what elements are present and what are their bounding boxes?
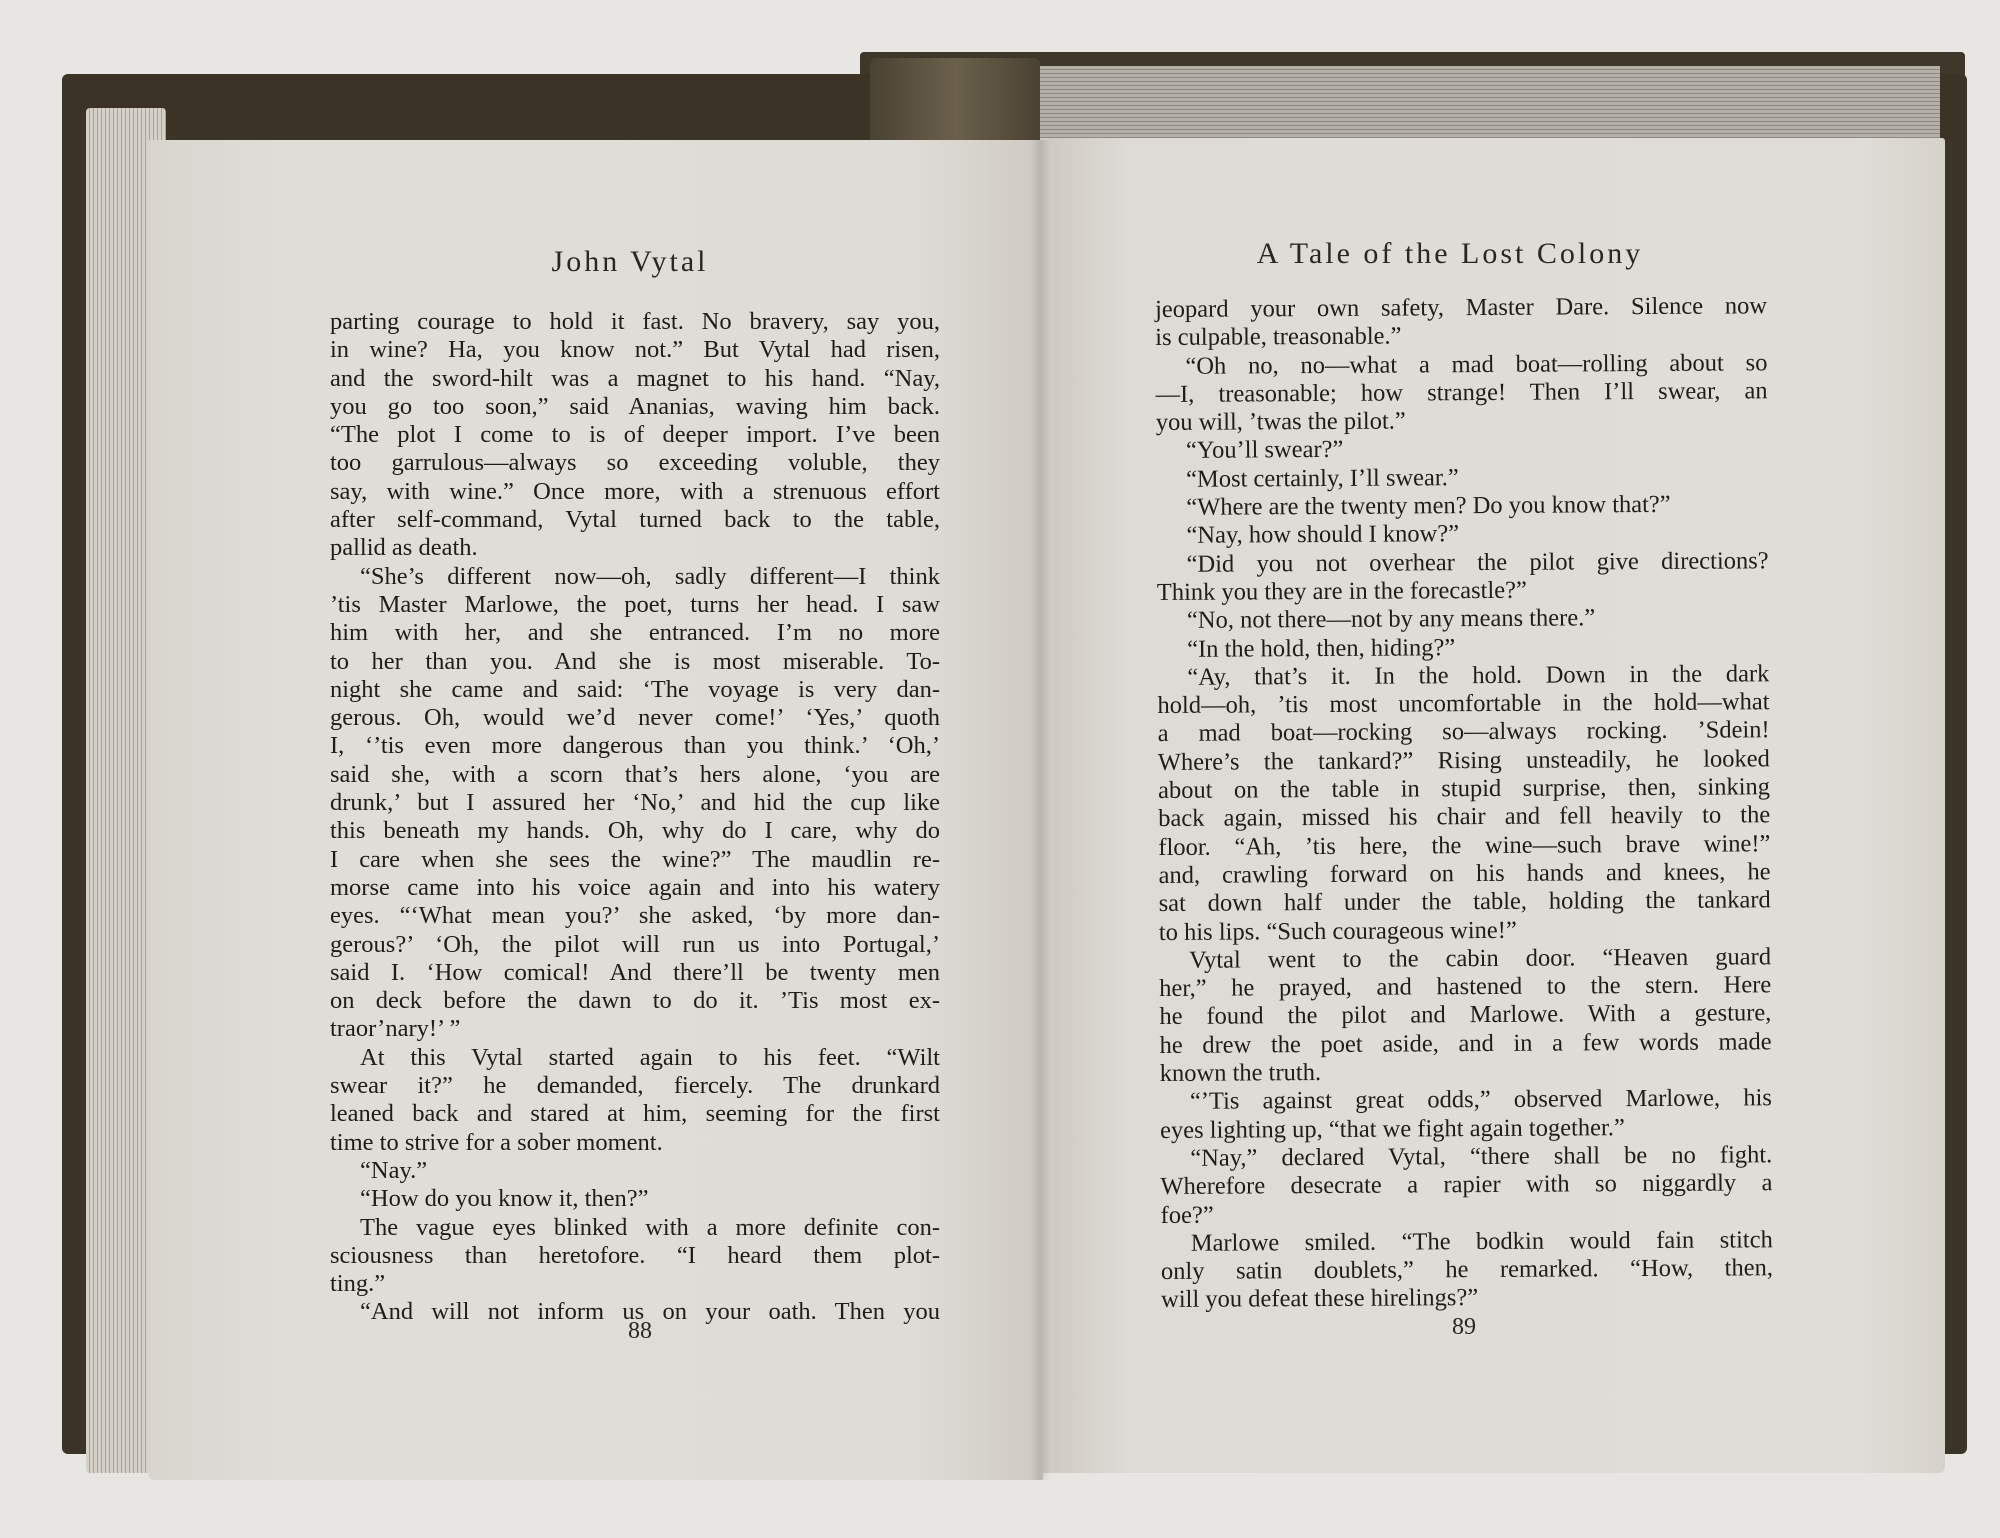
paragraph (330, 1044, 940, 1157)
text-line: Wherefore desecrate a rapier with so niggardly a (1160, 1169, 1773, 1201)
text-line: about on the table in stupid surprise, then, sinking (1157, 773, 1771, 805)
right-running-head: A Tale of the Lost Colony (1256, 237, 1644, 270)
text-line: he found the pilot and Marlowe. With a gesture, (1159, 999, 1772, 1031)
text-line: Think you they are in the forecastle?” (1156, 576, 1527, 606)
paragraph (1160, 1085, 1772, 1145)
text-line: The vague eyes blinked with a more definite con- (360, 1213, 940, 1241)
text-line: drunk,’ but I assured her ‘No,’ and hid the cup like (330, 789, 940, 817)
text-line: a mad boat—rocking so—always rocking. ’Sdein! (1157, 716, 1770, 748)
text-line: “Where are the twenty men? Do you know that?” (1186, 490, 1671, 521)
text-line: and, crawling forward on his hands and knees, he (1158, 858, 1771, 889)
text-line: will you defeat these hirelings?” (1161, 1284, 1479, 1314)
text-line: you go too soon,” said Ananias, waving him back. (330, 392, 940, 420)
text-line: him with her, and she entranced. I’m no more (330, 619, 940, 647)
text-line: eyes. “‘What mean you?’ she asked, ‘by more dan- (330, 902, 940, 930)
text-line: on deck before the dawn to do it. ’Tis most ex- (330, 987, 940, 1015)
gutter (1030, 140, 1050, 1480)
text-line: pallid as death. (330, 534, 478, 562)
text-line: night she came and said: ‘The voyage is very dan- (330, 675, 940, 703)
text-line: sciousness than heretofore. “I heard them plot- (330, 1241, 940, 1269)
left-page-number: 88 (628, 1318, 652, 1344)
paragraph (1155, 349, 1768, 438)
paragraph (330, 563, 940, 1044)
text-line: At this Vytal started again to his feet. “Wilt (360, 1043, 940, 1071)
text-line: “Did you not overhear the pilot give directions? (1186, 546, 1769, 578)
text-line: to his lips. “Such courageous wine!” (1158, 916, 1517, 946)
text-line: “Oh no, no—what a mad boat—rolling about so (1185, 348, 1768, 380)
paragraph (330, 308, 940, 563)
paragraph (330, 1185, 940, 1213)
text-line: in wine? Ha, you know not.” But Vytal had risen, (330, 336, 940, 364)
text-line: floor. “Ah, ’tis here, the wine—such brave wine!” (1158, 829, 1771, 861)
text-line: “And will not inform us on your oath. Then you (360, 1298, 940, 1326)
paragraph (1156, 519, 1768, 551)
text-line: —I, treasonable; how strange! Then I’ll swear, an (1155, 377, 1768, 408)
text-line: foe?” (1160, 1201, 1214, 1229)
text-line: only satin doublets,” he remarked. “How, then, (1160, 1254, 1774, 1286)
left-page-body (330, 308, 940, 1327)
text-line: this beneath my hands. Oh, why do I care, why do (330, 817, 940, 845)
text-line: say, with wine.” Once more, with a strenuous effort (330, 477, 940, 505)
text-line: is culpable, treasonable.” (1155, 322, 1402, 352)
paragraph (1157, 604, 1769, 636)
right-page-number: 89 (1452, 1314, 1476, 1340)
book-spine (870, 58, 1040, 148)
text-line: sat down half under the table, holding the tankard (1158, 886, 1771, 918)
text-line: time to strive for a sober moment. (330, 1128, 663, 1156)
text-line: “How do you know it, then?” (360, 1185, 649, 1213)
text-line: I, ‘’tis even more dangerous than you think.’ ‘Oh,’ (330, 732, 940, 760)
text-line: eyes lighting up, “that we fight again together.” (1160, 1113, 1625, 1144)
text-line: “In the hold, then, hiding?” (1187, 633, 1456, 663)
paragraph (1160, 1141, 1773, 1230)
text-line: known the truth. (1159, 1059, 1322, 1088)
paragraph (1156, 490, 1768, 522)
text-line: Where’s the tankard?” Rising unsteadily, he looked (1157, 745, 1770, 776)
text-line: “No, not there—not by any means there.” (1186, 604, 1596, 635)
text-line: “Ay, that’s it. In the hold. Down in the dark (1187, 660, 1770, 691)
paragraph (1157, 660, 1771, 947)
text-line: parting courage to hold it fast. No bravery, say you, (330, 308, 940, 335)
text-line: he drew the poet aside, and in a few words made (1159, 1027, 1772, 1059)
text-line: “You’ll swear?” (1185, 436, 1344, 465)
text-line: gerous?’ ‘Oh, the pilot will run us into Portugal,’ (330, 930, 940, 958)
paragraph (1157, 632, 1769, 664)
right-page-body (1155, 292, 1773, 1314)
paragraph (330, 1214, 940, 1299)
text-line: you will, ’twas the pilot.” (1155, 407, 1406, 437)
text-line: “Nay,” declared Vytal, “there shall be no fight. (1190, 1141, 1773, 1172)
text-line: jeopard your own safety, Master Dare. Silence now (1155, 292, 1768, 323)
paragraph (1156, 434, 1768, 466)
text-line: back again, missed his chair and fell heavily to the (1158, 801, 1771, 833)
text-line: swear it?” he demanded, fiercely. The drunkard (330, 1072, 940, 1100)
text-line: “She’s different now—oh, sadly different—I think (360, 562, 940, 590)
text-line: ’tis Master Marlowe, the poet, turns her head. I saw (330, 590, 940, 618)
paragraph (330, 1157, 940, 1185)
text-line: too garrulous—always so exceeding voluble, they (330, 449, 940, 477)
page-edges-top-right (1030, 66, 1940, 146)
text-line: said I. ‘How comical! And there’ll be twenty men (330, 958, 940, 986)
paragraph (1155, 292, 1767, 352)
text-line: I care when she sees the wine?” The maudlin re- (330, 845, 940, 873)
text-line: traor’nary!’ ” (330, 1015, 461, 1043)
text-line: “Nay.” (360, 1156, 428, 1184)
paragraph (1156, 462, 1768, 494)
text-line: leaned back and stared at him, seeming for the first (330, 1100, 940, 1128)
text-line: after self-command, Vytal turned back to the table, (330, 506, 940, 534)
text-line: to her than you. And she is most miserable. To- (330, 647, 940, 675)
text-line: Vytal went to the cabin door. “Heaven guard (1188, 943, 1772, 974)
text-line: and the sword-hilt was a magnet to his hand. “Nay, (330, 364, 940, 392)
paragraph (1157, 547, 1769, 607)
text-line: “Nay, how should I know?” (1186, 520, 1460, 550)
text-line: “’Tis against great odds,” observed Marlowe, his (1189, 1084, 1772, 1116)
text-line: morse came into his voice again and into his watery (330, 873, 940, 901)
text-line: her,” he prayed, and hastened to the stern. Here (1159, 971, 1772, 1003)
paragraph (1161, 1226, 1774, 1315)
text-line: hold—oh, ’tis most uncomfortable in the hold—what (1157, 688, 1770, 720)
paragraph (1159, 943, 1772, 1088)
text-line: said she, with a scorn that’s hers alone, ‘you are (330, 760, 940, 788)
text-line: “Most certainly, I’ll swear.” (1186, 463, 1459, 493)
text-line: “The plot I come to is of deeper import. I’ve been (330, 421, 940, 449)
text-line: ting.” (330, 1270, 386, 1298)
left-running-head: John Vytal (551, 245, 709, 278)
text-line: gerous. Oh, would we’d never come!’ ‘Yes,’ quoth (330, 704, 940, 732)
text-line: Marlowe smiled. “The bodkin would fain stitch (1190, 1226, 1773, 1257)
